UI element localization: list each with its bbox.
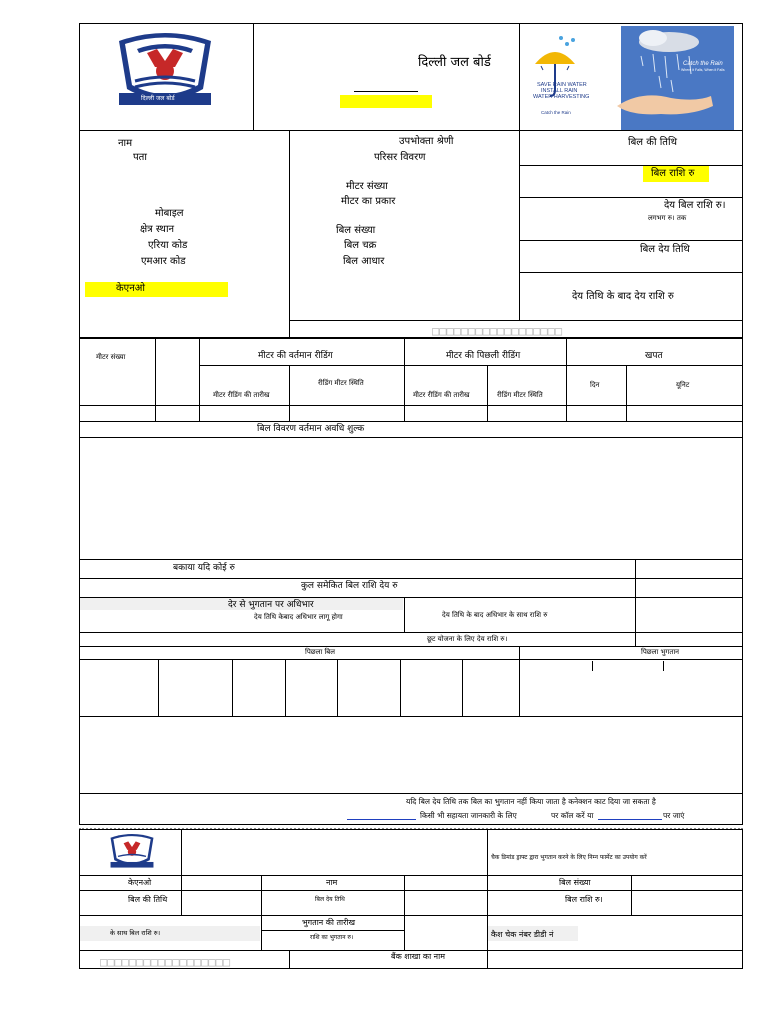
after-due-amount-label: देय तिथि के बाद देय राशि रु: [572, 291, 674, 302]
col-meter-number: मीटर संख्या: [96, 353, 126, 361]
col-previous-reading-date: मीटर रीडिंग की तारीख: [413, 391, 470, 399]
helpline-blank: [347, 818, 416, 820]
due-date-label: बिल देय तिथि: [640, 244, 690, 255]
col-current-reading-status: रीडिंग मीटर स्थिति: [318, 379, 364, 387]
total-row: [79, 578, 743, 598]
mobile-label: मोबाइल: [155, 208, 184, 219]
address-label: पता: [133, 152, 147, 163]
stub-frame: [79, 829, 743, 969]
arrears-label: बकाया यदि कोई रु: [173, 563, 235, 573]
blank-row: [79, 716, 743, 794]
col-previous-reading: मीटर की पिछली रीडिंग: [446, 351, 521, 361]
stub-cash-label: कैश चेक नंबर डीडी नं: [491, 930, 554, 939]
premises-label: परिसर विवरण: [374, 152, 426, 163]
rain-banner: [521, 26, 734, 130]
col-current-reading: मीटर की वर्तमान रीडिंग: [258, 351, 333, 361]
after-due-surcharge-note: देय तिथि केबाद अधिभार लागू होगा: [254, 613, 343, 621]
banner-line-1: SAVE RAIN WATER: [537, 82, 587, 88]
cheque-note: चैक डिमांड ड्राफ्ट द्वारा भुगतान करने के लिए निम्न फार्मेट का उपयोग करें: [491, 854, 647, 861]
highlight-field: [340, 95, 432, 108]
rebate-label: छूट योजना के लिए देय राशि रु।: [427, 635, 508, 643]
stub-bank-label: बैंक शाखा का नाम: [391, 952, 445, 961]
banner-catch-small: Catch the Rain: [541, 110, 571, 115]
reading-table: [79, 338, 743, 422]
visit-text: पर जाएं: [663, 811, 685, 820]
payable-amount-label: देय बिल राशि रु।: [664, 200, 726, 211]
history-body: [79, 659, 743, 717]
disconnection-notice: यदि बिल देय तिथि तक बिल का भुगतान नहीं किया जाता है कनेक्शन काट दिया जा सकता है: [406, 797, 656, 806]
bill-date-label: बिल की तिथि: [628, 137, 677, 148]
col-previous-reading-status: रीडिंग मीटर स्थिति: [497, 391, 543, 399]
barcode-placeholder-top: □□□□□□□□□□□□□□□□□□: [432, 324, 563, 338]
col-current-reading-date: मीटर रीडिंग की तारीख: [213, 391, 270, 399]
djb-logo-small: [104, 831, 160, 871]
stub-name-label: नाम: [326, 878, 338, 887]
kno-highlight: [85, 282, 228, 297]
zone-label: क्षेत्र स्थान: [140, 224, 175, 235]
stub-bill-number-label: बिल संख्या: [559, 878, 591, 887]
approx-label: लगभग रु। तक: [648, 214, 687, 222]
charges-header-row: [79, 421, 743, 438]
rebate-row: [79, 632, 743, 647]
col-units: यूनिट: [676, 381, 690, 389]
charges-body: [79, 437, 743, 560]
stub-kno-label: केएनओ: [128, 878, 152, 887]
stub-due-date-label: बिल देय तिथि: [315, 896, 345, 903]
help-text: किसी भी सहायता जानकारी के लिए: [420, 811, 517, 820]
stub-with-amount-label: के साथ बिल राशि रु।: [110, 929, 161, 937]
late-surcharge-label: देर से भुगतान पर अधिभार: [228, 600, 314, 610]
amount-with-surcharge-label: देय तिथि के बाद अधिभार के साथ राशि रु: [442, 611, 548, 619]
previous-payment-label: पिछला भुगतान: [641, 648, 680, 656]
previous-bill-label: पिछला बिल: [305, 648, 336, 656]
stub-amount-label: बिल राशि रु।: [565, 895, 603, 904]
bill-basis-label: बिल आधार: [343, 256, 385, 267]
stub-bill-date-label: बिल की तिथि: [128, 895, 168, 904]
total-label: कुल समेकित बिल राशि देय रु: [301, 581, 398, 591]
area-code-label: एरिया कोड: [148, 240, 188, 251]
mr-code-label: एमआर कोड: [141, 256, 186, 267]
name-label: नाम: [118, 138, 133, 149]
meter-type-label: मीटर का प्रकार: [341, 196, 396, 207]
bill-number-label: बिल संख्या: [336, 225, 376, 236]
stub-shade: [80, 926, 260, 941]
stub-payment-date-label: भुगतान की तारीख: [302, 918, 356, 927]
website-blank: [598, 818, 662, 820]
banner-line-3: WATER HARVESTING: [533, 94, 590, 100]
stub-paid-amount-label: राशि का भुगतान रु।: [310, 934, 354, 941]
col-consumption: खपत: [645, 351, 663, 361]
logo-text: दिल्ली जल बोर्ड: [141, 95, 175, 102]
kno-label: केएनओ: [116, 283, 145, 294]
col-days: दिन: [590, 381, 600, 389]
djb-logo: [105, 27, 225, 112]
org-name: दिल्ली जल बोर्ड: [418, 55, 491, 70]
charges-header: बिल विवरण वर्तमान अवधि शुल्क: [257, 424, 365, 434]
banner-catch-sub: Where it Falls, When it Falls: [681, 68, 725, 72]
bill-cycle-label: बिल चक्र: [344, 240, 377, 251]
meter-number-label: मीटर संख्या: [346, 181, 388, 192]
banner-catch-title: Catch the Rain: [683, 61, 723, 67]
barcode-placeholder-bottom: □□□□□□□□□□□□□□□□□□: [100, 955, 231, 969]
category-label: उपभोक्ता श्रेणी: [399, 136, 454, 147]
banner-line-2: INSTALL RAIN: [541, 88, 578, 94]
bill-amount-label: बिल राशि रु: [651, 168, 695, 179]
call-text: पर कॉल करें या: [551, 811, 594, 820]
